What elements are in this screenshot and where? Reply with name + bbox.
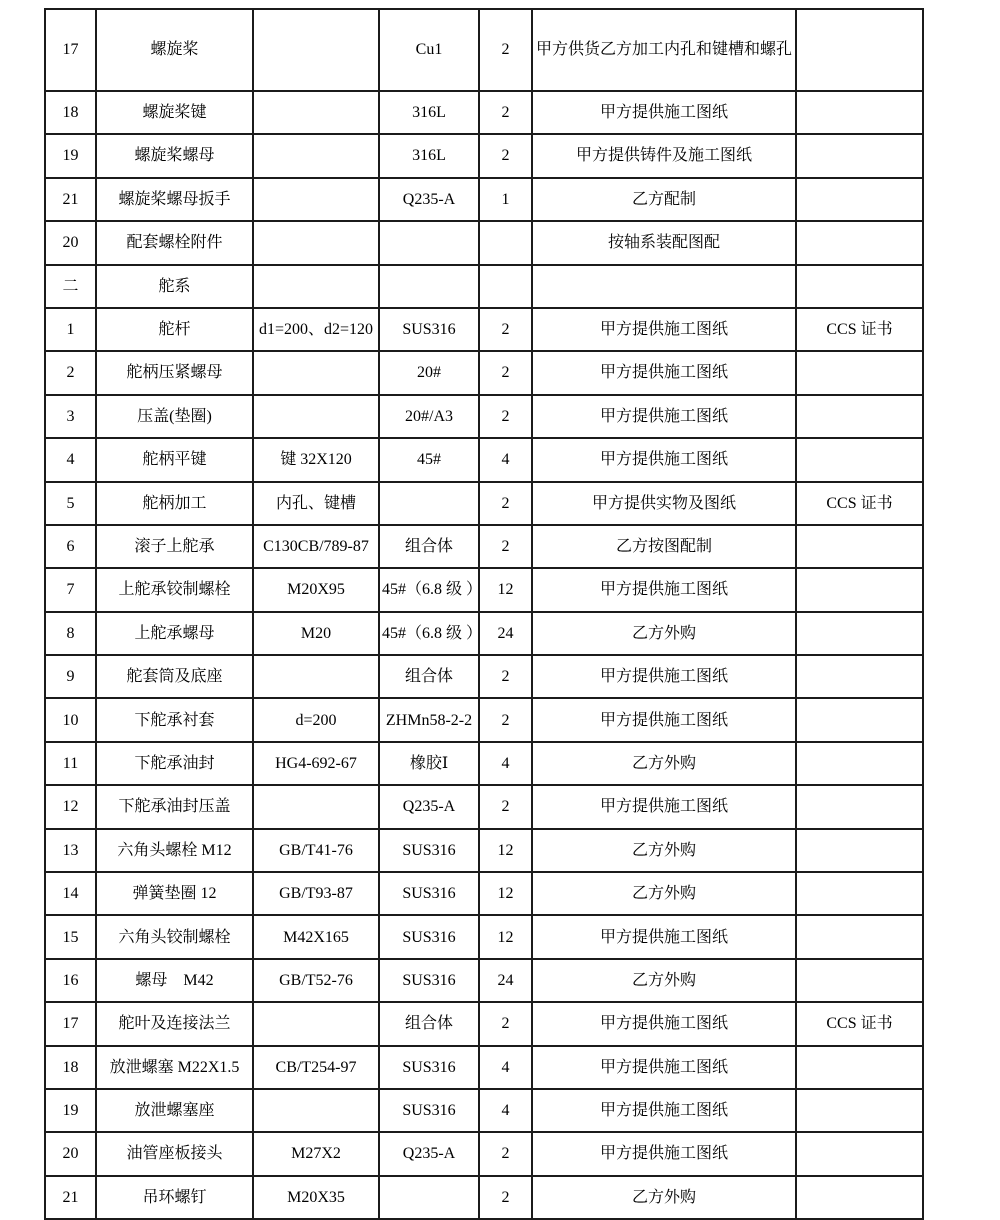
cell-cert — [796, 959, 923, 1002]
cell-no: 14 — [45, 872, 96, 915]
cell-no: 10 — [45, 698, 96, 741]
cell-name: 放泄螺塞 M22X1.5 — [96, 1046, 253, 1089]
cell-name: 滚子上舵承 — [96, 525, 253, 568]
cell-no: 9 — [45, 655, 96, 698]
cell-material: SUS316 — [379, 1089, 479, 1132]
cell-no: 21 — [45, 178, 96, 221]
cell-qty — [479, 265, 532, 308]
cell-cert — [796, 612, 923, 655]
cell-name: 螺旋桨螺母扳手 — [96, 178, 253, 221]
cell-spec: M27X2 — [253, 1132, 379, 1175]
cell-qty: 2 — [479, 9, 532, 91]
cell-qty: 2 — [479, 351, 532, 394]
cell-material: 组合体 — [379, 1002, 479, 1045]
table-row — [45, 91, 923, 134]
cell-name: 舵柄压紧螺母 — [96, 351, 253, 394]
cell-qty: 24 — [479, 612, 532, 655]
cell-name: 压盖(垫圈) — [96, 395, 253, 438]
cell-cert — [796, 1046, 923, 1089]
cell-remark: 甲方提供施工图纸 — [532, 698, 796, 741]
cell-spec — [253, 351, 379, 394]
parts-table-body — [45, 9, 923, 1219]
cell-qty — [479, 221, 532, 264]
cell-remark: 甲方提供施工图纸 — [532, 1132, 796, 1175]
table-row — [45, 134, 923, 177]
cell-no: 17 — [45, 9, 96, 91]
table-row — [45, 308, 923, 351]
cell-remark: 甲方提供施工图纸 — [532, 785, 796, 828]
cell-remark: 甲方提供施工图纸 — [532, 351, 796, 394]
cell-cert — [796, 134, 923, 177]
cell-qty: 2 — [479, 525, 532, 568]
cell-no: 6 — [45, 525, 96, 568]
cell-material: 316L — [379, 91, 479, 134]
cell-spec: GB/T52-76 — [253, 959, 379, 1002]
cell-material: 45#（6.8 级 ） — [379, 612, 479, 655]
cell-no: 2 — [45, 351, 96, 394]
cell-qty: 24 — [479, 959, 532, 1002]
cell-qty: 2 — [479, 698, 532, 741]
cell-no: 8 — [45, 612, 96, 655]
cell-no: 18 — [45, 91, 96, 134]
cell-cert — [796, 525, 923, 568]
table-row — [45, 612, 923, 655]
cell-name: 六角头铰制螺栓 — [96, 915, 253, 958]
cell-remark: 甲方提供施工图纸 — [532, 438, 796, 481]
cell-no: 11 — [45, 742, 96, 785]
cell-qty: 2 — [479, 91, 532, 134]
cell-remark: 甲方提供施工图纸 — [532, 308, 796, 351]
cell-no: 19 — [45, 134, 96, 177]
cell-spec — [253, 1089, 379, 1132]
cell-cert — [796, 872, 923, 915]
cell-material — [379, 1176, 479, 1219]
cell-remark: 乙方外购 — [532, 742, 796, 785]
cell-remark: 甲方提供施工图纸 — [532, 1089, 796, 1132]
cell-spec — [253, 265, 379, 308]
cell-no: 12 — [45, 785, 96, 828]
cell-no: 20 — [45, 221, 96, 264]
cell-spec: 内孔、键槽 — [253, 482, 379, 525]
cell-no: 4 — [45, 438, 96, 481]
cell-material: Q235-A — [379, 785, 479, 828]
cell-spec: M20X95 — [253, 568, 379, 611]
cell-no: 15 — [45, 915, 96, 958]
cell-qty: 4 — [479, 742, 532, 785]
cell-spec — [253, 91, 379, 134]
cell-name: 舵套筒及底座 — [96, 655, 253, 698]
cell-material — [379, 482, 479, 525]
cell-no: 18 — [45, 1046, 96, 1089]
cell-name: 舵柄平键 — [96, 438, 253, 481]
cell-cert — [796, 178, 923, 221]
cell-name: 螺旋桨 — [96, 9, 253, 91]
cell-qty: 2 — [479, 395, 532, 438]
cell-material: 20#/A3 — [379, 395, 479, 438]
cell-material: 组合体 — [379, 525, 479, 568]
cell-spec: C130CB/789-87 — [253, 525, 379, 568]
cell-qty: 12 — [479, 568, 532, 611]
cell-name: 下舵承衬套 — [96, 698, 253, 741]
cell-remark — [532, 265, 796, 308]
cell-cert — [796, 785, 923, 828]
table-row — [45, 221, 923, 264]
cell-spec — [253, 134, 379, 177]
cell-qty: 4 — [479, 1046, 532, 1089]
table-row — [45, 395, 923, 438]
cell-material: SUS316 — [379, 829, 479, 872]
table-row — [45, 265, 923, 308]
cell-spec — [253, 1002, 379, 1045]
cell-material — [379, 221, 479, 264]
cell-cert — [796, 9, 923, 91]
cell-qty: 1 — [479, 178, 532, 221]
cell-material: SUS316 — [379, 308, 479, 351]
cell-qty: 2 — [479, 785, 532, 828]
cell-name: 上舵承铰制螺栓 — [96, 568, 253, 611]
cell-qty: 2 — [479, 655, 532, 698]
cell-no: 20 — [45, 1132, 96, 1175]
table-row — [45, 525, 923, 568]
cell-name: 下舵承油封压盖 — [96, 785, 253, 828]
table-row — [45, 1132, 923, 1175]
cell-remark: 乙方按图配制 — [532, 525, 796, 568]
table-row — [45, 482, 923, 525]
cell-name: 吊环螺钉 — [96, 1176, 253, 1219]
table-row — [45, 438, 923, 481]
cell-material — [379, 265, 479, 308]
cell-material: SUS316 — [379, 872, 479, 915]
cell-qty: 2 — [479, 134, 532, 177]
table-row — [45, 959, 923, 1002]
cell-cert — [796, 265, 923, 308]
cell-material: 橡胶Ⅰ — [379, 742, 479, 785]
cell-material: 组合体 — [379, 655, 479, 698]
cell-spec: HG4-692-67 — [253, 742, 379, 785]
cell-cert — [796, 221, 923, 264]
cell-material: SUS316 — [379, 1046, 479, 1089]
cell-cert: CCS 证书 — [796, 482, 923, 525]
cell-spec — [253, 395, 379, 438]
cell-material: 20# — [379, 351, 479, 394]
cell-qty: 12 — [479, 915, 532, 958]
cell-remark: 乙方配制 — [532, 178, 796, 221]
cell-remark: 甲方提供施工图纸 — [532, 1046, 796, 1089]
cell-qty: 4 — [479, 438, 532, 481]
cell-spec: M20X35 — [253, 1176, 379, 1219]
table-row — [45, 829, 923, 872]
cell-remark: 乙方外购 — [532, 829, 796, 872]
cell-cert — [796, 829, 923, 872]
cell-material: Q235-A — [379, 1132, 479, 1175]
cell-name: 螺旋桨键 — [96, 91, 253, 134]
cell-qty: 2 — [479, 308, 532, 351]
cell-cert — [796, 698, 923, 741]
table-row — [45, 1002, 923, 1045]
cell-remark: 甲方提供施工图纸 — [532, 915, 796, 958]
table-row — [45, 1046, 923, 1089]
cell-qty: 2 — [479, 1002, 532, 1045]
cell-name: 弹簧垫圈 12 — [96, 872, 253, 915]
cell-cert — [796, 568, 923, 611]
cell-remark: 乙方外购 — [532, 1176, 796, 1219]
cell-name: 螺旋桨螺母 — [96, 134, 253, 177]
table-row — [45, 178, 923, 221]
table-row — [45, 915, 923, 958]
cell-cert — [796, 438, 923, 481]
cell-spec: d1=200、d2=120 — [253, 308, 379, 351]
table-row — [45, 1089, 923, 1132]
cell-no: 17 — [45, 1002, 96, 1045]
cell-cert — [796, 395, 923, 438]
cell-cert: CCS 证书 — [796, 308, 923, 351]
cell-material: 316L — [379, 134, 479, 177]
table-row — [45, 568, 923, 611]
cell-cert — [796, 1089, 923, 1132]
cell-name: 六角头螺栓 M12 — [96, 829, 253, 872]
cell-spec: d=200 — [253, 698, 379, 741]
cell-name: 舵杆 — [96, 308, 253, 351]
cell-remark: 甲方提供施工图纸 — [532, 1002, 796, 1045]
table-row — [45, 742, 923, 785]
cell-cert — [796, 1132, 923, 1175]
cell-material: Cu1 — [379, 9, 479, 91]
cell-name: 舵系 — [96, 265, 253, 308]
cell-material: 45# — [379, 438, 479, 481]
cell-name: 油管座板接头 — [96, 1132, 253, 1175]
cell-name: 配套螺栓附件 — [96, 221, 253, 264]
cell-remark: 甲方供货乙方加工内孔和键槽和螺孔 — [532, 9, 796, 91]
cell-spec: M20 — [253, 612, 379, 655]
cell-material: SUS316 — [379, 915, 479, 958]
cell-remark: 乙方外购 — [532, 959, 796, 1002]
cell-material: 45#（6.8 级 ） — [379, 568, 479, 611]
cell-spec: CB/T254-97 — [253, 1046, 379, 1089]
cell-spec — [253, 221, 379, 264]
cell-qty: 12 — [479, 872, 532, 915]
cell-spec: GB/T41-76 — [253, 829, 379, 872]
cell-no: 19 — [45, 1089, 96, 1132]
cell-remark: 按轴系装配图配 — [532, 221, 796, 264]
cell-no: 二 — [45, 265, 96, 308]
cell-cert — [796, 1176, 923, 1219]
cell-remark: 甲方提供铸件及施工图纸 — [532, 134, 796, 177]
cell-remark: 乙方外购 — [532, 872, 796, 915]
cell-qty: 2 — [479, 1132, 532, 1175]
cell-qty: 2 — [479, 1176, 532, 1219]
cell-name: 舵叶及连接法兰 — [96, 1002, 253, 1045]
table-row — [45, 9, 923, 91]
cell-remark: 甲方提供施工图纸 — [532, 568, 796, 611]
cell-name: 上舵承螺母 — [96, 612, 253, 655]
cell-remark: 乙方外购 — [532, 612, 796, 655]
cell-cert — [796, 915, 923, 958]
table-row — [45, 872, 923, 915]
cell-name: 舵柄加工 — [96, 482, 253, 525]
table-row — [45, 698, 923, 741]
cell-name: 螺母 M42 — [96, 959, 253, 1002]
cell-spec — [253, 9, 379, 91]
cell-cert — [796, 742, 923, 785]
cell-no: 3 — [45, 395, 96, 438]
cell-qty: 12 — [479, 829, 532, 872]
cell-no: 16 — [45, 959, 96, 1002]
cell-spec — [253, 655, 379, 698]
cell-qty: 4 — [479, 1089, 532, 1132]
cell-no: 13 — [45, 829, 96, 872]
cell-spec — [253, 178, 379, 221]
cell-no: 5 — [45, 482, 96, 525]
cell-cert — [796, 655, 923, 698]
cell-material: ZHMn58-2-2 — [379, 698, 479, 741]
cell-spec — [253, 785, 379, 828]
cell-remark: 甲方提供实物及图纸 — [532, 482, 796, 525]
table-row — [45, 655, 923, 698]
cell-remark: 甲方提供施工图纸 — [532, 395, 796, 438]
cell-cert — [796, 351, 923, 394]
cell-material: Q235-A — [379, 178, 479, 221]
cell-no: 7 — [45, 568, 96, 611]
cell-no: 1 — [45, 308, 96, 351]
cell-spec: 键 32X120 — [253, 438, 379, 481]
parts-table — [44, 8, 924, 1220]
cell-qty: 2 — [479, 482, 532, 525]
table-row — [45, 1176, 923, 1219]
cell-name: 放泄螺塞座 — [96, 1089, 253, 1132]
cell-cert — [796, 91, 923, 134]
cell-remark: 甲方提供施工图纸 — [532, 655, 796, 698]
table-row — [45, 351, 923, 394]
table-row — [45, 785, 923, 828]
cell-remark: 甲方提供施工图纸 — [532, 91, 796, 134]
cell-spec: GB/T93-87 — [253, 872, 379, 915]
cell-material: SUS316 — [379, 959, 479, 1002]
cell-spec: M42X165 — [253, 915, 379, 958]
cell-name: 下舵承油封 — [96, 742, 253, 785]
cell-cert: CCS 证书 — [796, 1002, 923, 1045]
cell-no: 21 — [45, 1176, 96, 1219]
